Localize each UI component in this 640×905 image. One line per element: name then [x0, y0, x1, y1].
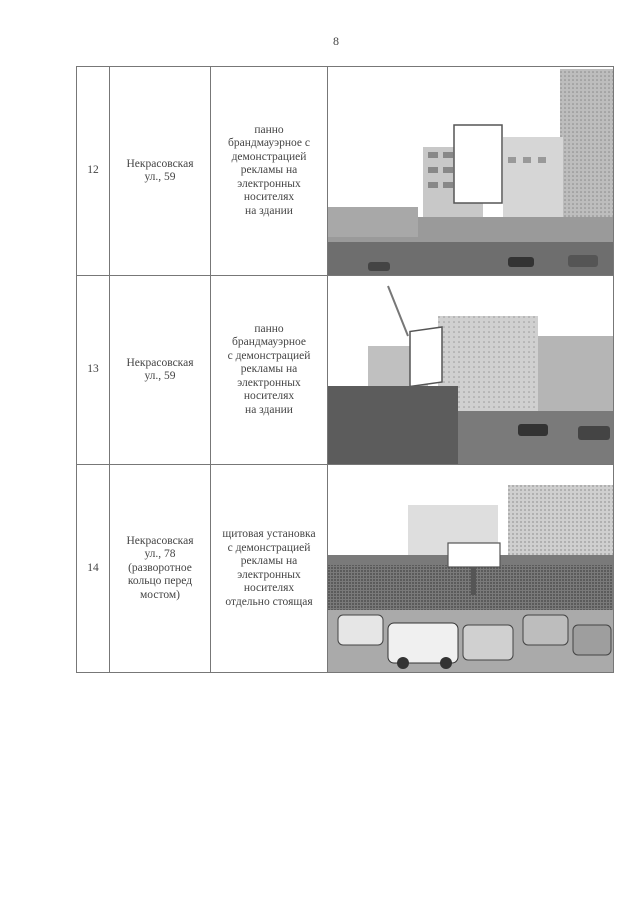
location-photo — [328, 276, 613, 464]
address-cell — [110, 465, 211, 673]
address-text: Некрасовская ул., 59 — [126, 356, 194, 382]
address-text: Некрасовская ул., 59 — [126, 157, 194, 183]
structure-type-text: щитовая установка с демонстрацией рекламы на электронных носителях отдельно стоящая — [222, 528, 316, 608]
page-number: 8 — [333, 34, 339, 48]
structure-type-cell — [211, 465, 328, 673]
table-row — [77, 276, 614, 465]
address-cell — [110, 276, 211, 465]
row-number: 14 — [77, 465, 110, 673]
table-row — [77, 465, 614, 673]
location-photo — [328, 465, 613, 672]
row-number: 13 — [77, 276, 110, 465]
structure-type-text: панно брандмауэрное с демонстрацией рекламы на электронных носителях на здании — [228, 123, 310, 217]
photo-cell — [328, 465, 614, 673]
photo-cell — [328, 276, 614, 465]
row-number: 12 — [77, 67, 110, 276]
address-cell — [110, 67, 211, 276]
advertising-structures-table — [76, 66, 614, 673]
photo-cell — [328, 67, 614, 276]
location-photo — [328, 67, 613, 275]
table-row — [77, 67, 614, 276]
structure-type-cell — [211, 276, 328, 465]
structure-type-cell — [211, 67, 328, 276]
structure-type-text: панно брандмауэрное с демонстрацией рекламы на электронных носителях на здании — [227, 322, 311, 416]
address-text: Некрасовская ул., 78 (разворотное кольцо перед мостом) — [126, 534, 194, 601]
